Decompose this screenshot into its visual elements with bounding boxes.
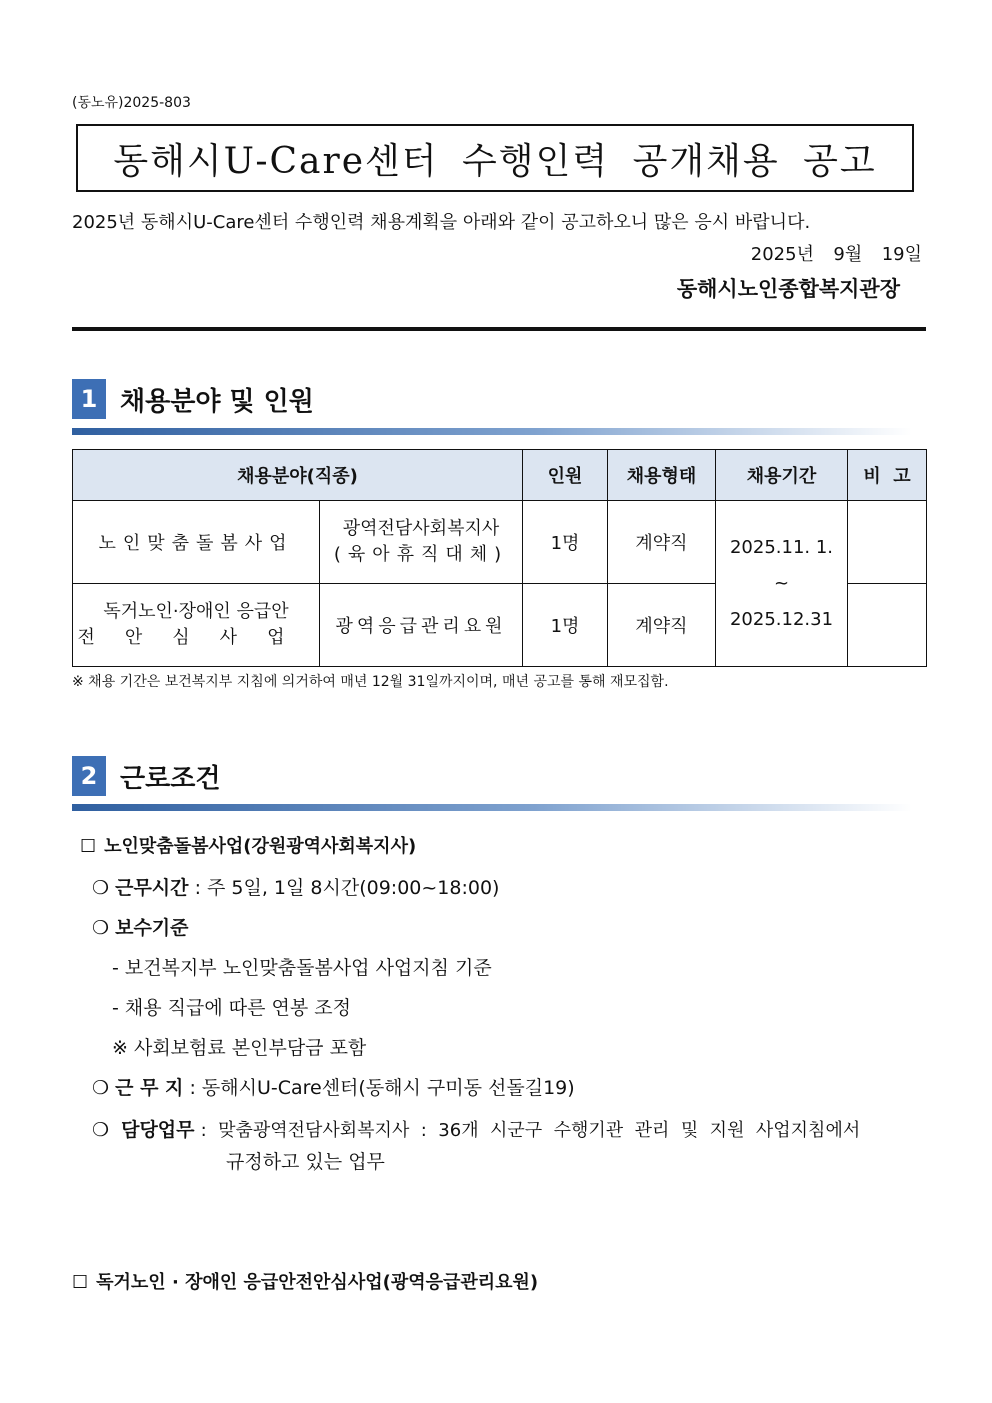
duty-line <box>92 1115 922 1142</box>
header-divider <box>72 327 926 331</box>
page-title: 동해시U-Care센터 수행인력 공개채용 공고 <box>113 140 877 182</box>
pay-line <box>92 913 189 940</box>
group1-heading <box>80 832 416 858</box>
group2-heading-text: 독거노인 · 장애인 응급안전안심사업(광역응급관리요원) <box>96 1272 539 1293</box>
duty-label: 담당업무 <box>121 1119 195 1141</box>
pay-item-1: - 보건복지부 노인맞춤돌봄사업 사업지침 기준 <box>112 957 492 979</box>
recruitment-table <box>72 449 927 667</box>
section2-heading <box>72 756 220 796</box>
row2-type: 계약직 <box>608 584 716 667</box>
section1-number-badge: 1 <box>72 379 106 419</box>
pay-item-2: - 채용 직급에 따른 연봉 조정 <box>112 997 351 1019</box>
row1-position-line1: 광역전담사회복지사 <box>342 518 500 539</box>
row1-note <box>848 501 927 584</box>
work-hours-label: 근무시간 <box>115 877 189 899</box>
section1-heading <box>72 379 314 419</box>
header-field: 채용분야(직종) <box>73 450 523 501</box>
row2-position: 광역응급관리요원 <box>320 584 523 667</box>
title-box <box>76 124 914 192</box>
section1-underline <box>72 428 912 435</box>
table-header-row <box>73 450 927 501</box>
row2-note <box>848 584 927 667</box>
row1-type: 계약직 <box>608 501 716 584</box>
work-hours-value: : 주 5일, 1일 8시간(09:00~18:00) <box>194 877 500 899</box>
header-count: 인원 <box>523 450 608 501</box>
document-number: (동노유)2025-803 <box>72 95 191 111</box>
row2-field <box>73 584 320 667</box>
checkbox-icon: ☐ <box>80 836 97 857</box>
issuer-name: 동해시노인종합복지관장 <box>676 277 900 301</box>
circle-bullet-icon: ❍ <box>92 917 110 939</box>
section2-title: 근로조건 <box>120 763 221 794</box>
circle-bullet-icon: ❍ <box>92 877 110 899</box>
period-end: 2025.12.31 <box>729 608 834 630</box>
intro-text: 2025년 동해시U-Care센터 수행인력 채용계획을 아래와 같이 공고하오니 많은 응시 바랍니다. <box>72 212 811 233</box>
checkbox-icon: ☐ <box>72 1272 89 1293</box>
table-footnote: ※ 채용 기간은 보건복지부 지침에 의거하여 매년 12월 31일까지이며, 매년 공고를 통해 재모집함. <box>72 674 669 690</box>
row1-count: 1명 <box>523 501 608 584</box>
header-type: 채용형태 <box>608 450 716 501</box>
section1-title: 채용분야 및 인원 <box>120 386 314 417</box>
row2-field-line2: 전안심사업 <box>77 627 315 648</box>
duty-value-line1: : 맞춤광역전담사회복지사 : 36개 시군구 수행기관 관리 및 지원 사업지침에서 <box>200 1120 861 1141</box>
announcement-date: 2025년 9월 19일 <box>750 244 922 265</box>
period-separator: ~ <box>773 572 790 594</box>
location-value: : 동해시U-Care센터(동해시 구미동 선돌길19) <box>189 1077 575 1099</box>
duty-value-line2: 규정하고 있는 업무 <box>226 1151 385 1173</box>
row2-count: 1명 <box>523 584 608 667</box>
row1-field: 노인맞춤돌봄사업 <box>73 501 320 584</box>
pay-note: ※ 사회보험료 본인부담금 포함 <box>112 1037 367 1059</box>
group1-heading-text: 노인맞춤돌봄사업(강원광역사회복지사) <box>104 836 417 857</box>
group2-heading <box>72 1268 538 1294</box>
row1-position-line2: (육아휴직대체) <box>333 544 509 565</box>
circle-bullet-icon: ❍ <box>92 1119 110 1141</box>
pay-label: 보수기준 <box>115 917 189 939</box>
table-row <box>73 501 927 584</box>
period-cell <box>716 501 848 667</box>
header-note: 비 고 <box>848 450 927 501</box>
period-start: 2025.11. 1. <box>729 536 834 558</box>
section2-number-badge: 2 <box>72 756 106 796</box>
circle-bullet-icon: ❍ <box>92 1077 110 1099</box>
location-label: 근 무 지 <box>115 1077 184 1099</box>
work-hours-line <box>92 873 499 900</box>
location-line <box>92 1073 575 1100</box>
section2-underline <box>72 804 912 811</box>
header-period: 채용기간 <box>716 450 848 501</box>
row1-position <box>320 501 523 584</box>
row2-field-line1: 독거노인·장애인 응급안 <box>103 601 289 622</box>
